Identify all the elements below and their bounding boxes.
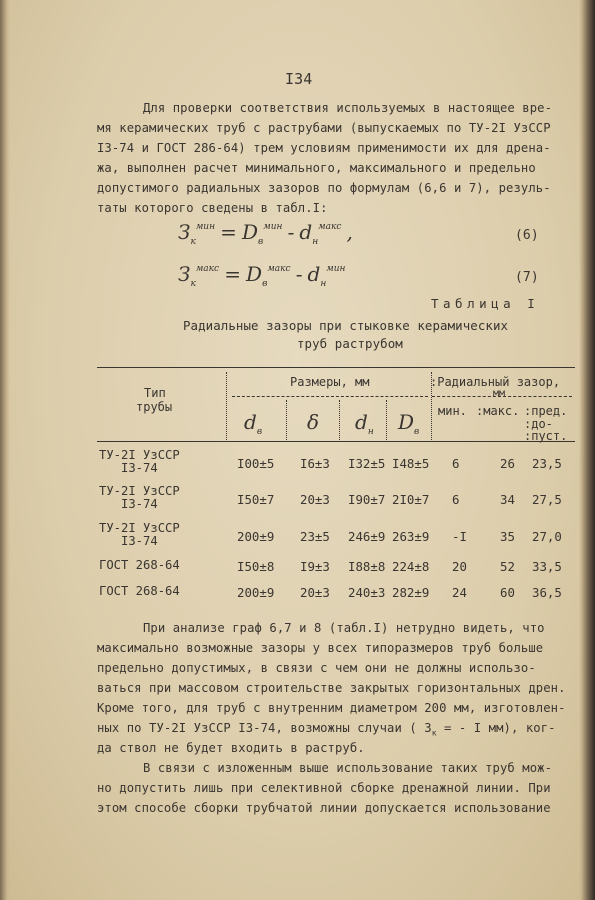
row-type-line-2: I3-74 <box>121 497 158 511</box>
paragraph2-line-4: ваться при массовом строительстве закрытых горизонтальных дрен. <box>97 681 566 695</box>
table-caption-line-2: труб раструбом <box>297 336 403 351</box>
table-cell-db: 200±9 <box>237 585 275 600</box>
table-cell-min: 6 <box>452 456 460 471</box>
row-type-line-1: ГОСТ 268-64 <box>99 558 180 572</box>
formula6-lhs: З <box>178 220 191 244</box>
table-row-type <box>99 559 180 572</box>
formula6-d2: d <box>299 220 313 244</box>
formula6-d2-sub: н <box>312 237 319 247</box>
table-cell-pred: 27,0 <box>532 529 562 544</box>
formula7-d1-sub: в <box>262 279 268 289</box>
paragraph2-line-7: да ствол не будет входить в раструб. <box>97 741 365 755</box>
header-type-line-2: трубы <box>136 400 173 414</box>
header-sym-dn: $d_н$ <box>355 410 374 437</box>
table-row-type <box>99 449 180 475</box>
table-top-rule <box>97 367 575 368</box>
row-type-line-2: I3-74 <box>121 461 158 475</box>
formula7-d1-sup: макс <box>267 264 291 274</box>
row-type-line-1: ТУ-2I УзССР <box>99 448 180 462</box>
formula6-d1-sub: в <box>258 237 264 247</box>
header-sym-db: $d_в$ <box>244 410 263 437</box>
table-cell-min: 6 <box>452 492 460 507</box>
header-gap-line-2: мм <box>493 388 506 399</box>
table-row-type <box>99 522 180 548</box>
table-sizes-rule <box>232 396 428 397</box>
table-cell-dn: I88±8 <box>348 559 386 574</box>
table-cell-db: I50±7 <box>237 492 275 507</box>
page-number: I34 <box>285 70 313 88</box>
paragraph2-line-1: При анализе граф 6,7 и 8 (табл.I) нетрудно видеть, что <box>143 621 545 635</box>
page-edge-left <box>0 0 10 900</box>
header-type-line-1: Тип <box>144 386 166 400</box>
header-sym-Db: $D_в$ <box>398 410 420 437</box>
formula-7 <box>178 262 346 289</box>
table-cell-pred: 23,5 <box>532 456 562 471</box>
formula6-lhs-sub: к <box>190 237 196 247</box>
formula6-minus: - <box>287 220 295 244</box>
formula7-d1: D <box>246 262 263 286</box>
paragraph1-line-6: таты которого сведены в табл.I: <box>97 201 328 215</box>
table-cell-dn: I32±5 <box>348 456 386 471</box>
table-cell-pred: 36,5 <box>532 585 562 600</box>
table-cell-dn: 246±9 <box>348 529 386 544</box>
formula7-lhs-sup: макс <box>195 264 220 274</box>
col-sep-4 <box>386 400 387 440</box>
formula7-d2-sub: н <box>320 279 327 289</box>
col-sep-3 <box>339 400 340 440</box>
row-type-line-1: ГОСТ 268-64 <box>99 584 180 598</box>
paragraph1-line-4: жа, выполнен расчет минимального, максимального и предельно <box>97 161 536 175</box>
table-cell-Db: 224±8 <box>392 559 430 574</box>
table-cell-pred: 33,5 <box>532 559 562 574</box>
formula6-d1: D <box>241 220 259 244</box>
paragraph3-line-1: В связи с изложенным выше использование таких труб мож- <box>143 761 553 775</box>
table-cell-db: 200±9 <box>237 529 275 544</box>
paragraph2-line-3: предельно допустимых, в связи с чем они не должны использо- <box>97 661 536 675</box>
formula6-lhs-sup: мин <box>195 222 216 232</box>
paragraph1-line-1: Для проверки соответствия используемых в настоящее вре- <box>143 101 553 115</box>
table-cell-db: I00±5 <box>237 456 275 471</box>
table-cell-Db: 282±9 <box>392 585 430 600</box>
page-edge-right <box>579 0 595 900</box>
formula6-number: (6) <box>515 228 539 243</box>
paragraph3-line-2: но допустить лишь при селективной сборке дренажной линии. При <box>97 781 551 795</box>
paragraph1-line-2: мя керамических труб с раструбами (выпускаемых по ТУ-2I УзССР <box>97 121 551 135</box>
table-cell-max: 35 <box>500 529 515 544</box>
formula6-eq: = <box>220 220 237 244</box>
table-cell-pred: 27,5 <box>532 492 562 507</box>
formula7-d2: d <box>307 262 321 286</box>
table-cell-Db: 263±9 <box>392 529 430 544</box>
table-cell-delta: 20±3 <box>300 585 330 600</box>
col-sep-2 <box>286 400 287 440</box>
formula7-eq: = <box>224 262 241 286</box>
table-cell-max: 26 <box>500 456 515 471</box>
formula6-d1-sup: мин <box>263 222 283 232</box>
paragraph1-line-3: I3-74 и ГОСТ 286-64) трем условиям применимости их для дрена- <box>97 141 551 155</box>
header-pred-2: :до- <box>524 417 553 431</box>
table-caption-line-1: Радиальные зазоры при стыковке керамических <box>183 318 509 333</box>
formula-6 <box>178 220 353 247</box>
table-cell-Db: I48±5 <box>392 456 430 471</box>
table-cell-delta: I6±3 <box>300 456 330 471</box>
table-cell-delta: 23±5 <box>300 529 330 544</box>
formula6-d2-sup: макс <box>318 222 342 232</box>
col-sep-1 <box>226 372 227 440</box>
formula7-lhs: З <box>178 262 191 286</box>
table-cell-max: 60 <box>500 585 515 600</box>
formula7-number: (7) <box>515 270 539 285</box>
table-row-type <box>99 485 180 511</box>
row-type-line-2: I3-74 <box>121 534 158 548</box>
formula7-minus: - <box>295 262 303 286</box>
header-pred-3: :пуст. <box>524 429 568 443</box>
table-header-rule <box>97 441 575 442</box>
table-cell-max: 52 <box>500 559 515 574</box>
paragraph3-line-3: этом способе сборки трубчатой линии допускается использование <box>97 801 551 815</box>
header-sym-delta: δ <box>307 410 320 434</box>
table-label: Таблица I <box>431 296 540 311</box>
table-row-type <box>99 585 180 598</box>
table-cell-delta: 20±3 <box>300 492 330 507</box>
formula6-tail: , <box>346 220 353 244</box>
formula7-lhs-sub: к <box>190 279 196 289</box>
paragraph2-line-5: Кроме того, для труб с внутренним диаметром 200 мм, изготовлен- <box>97 701 566 715</box>
row-type-line-1: ТУ-2I УзССР <box>99 484 180 498</box>
header-max: :макс. <box>476 404 520 418</box>
table-cell-Db: 2I0±7 <box>392 492 430 507</box>
table-cell-min: 20 <box>452 559 467 574</box>
header-pred-1: :пред. <box>524 404 568 418</box>
table-cell-dn: 240±3 <box>348 585 386 600</box>
table-cell-dn: I90±7 <box>348 492 386 507</box>
header-gap-line-1: :Радиальный зазор, <box>430 375 561 389</box>
table-cell-db: I50±8 <box>237 559 275 574</box>
paragraph2-line-6: ных по ТУ-2I УзССР I3-74, возможны случаи ( $З_к$ = - I мм), ког- <box>97 721 556 738</box>
header-sizes: Размеры, мм <box>290 375 370 389</box>
table-cell-delta: I9±3 <box>300 559 330 574</box>
table-cell-max: 34 <box>500 492 515 507</box>
paragraph2-line-2: максимально возможные зазоры у всех типоразмеров труб больше <box>97 641 544 655</box>
header-min: мин. <box>438 404 467 418</box>
formula7-d2-sup: мин <box>326 264 346 274</box>
paragraph1-line-5: допустимого радиальных зазоров по формулам (6,6 и 7), резуль- <box>97 181 551 195</box>
table-cell-min: 24 <box>452 585 467 600</box>
row-type-line-1: ТУ-2I УзССР <box>99 521 180 535</box>
table-cell-min: -I <box>452 529 467 544</box>
